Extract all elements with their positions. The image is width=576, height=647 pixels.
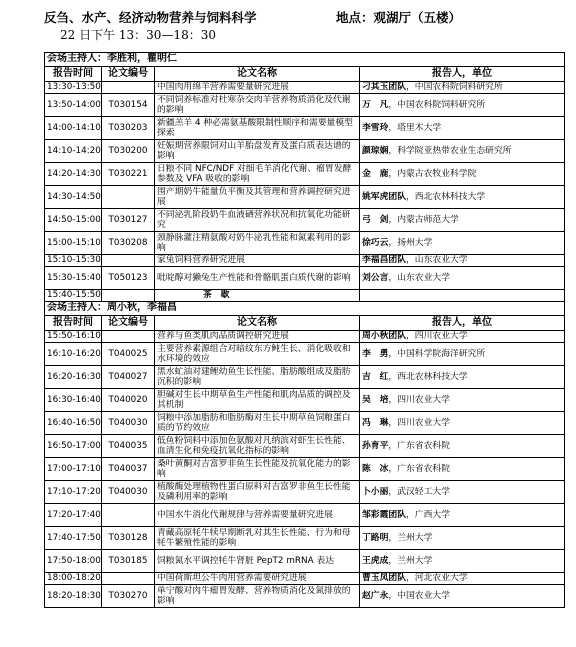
speaker-org: ，中国科学院海洋研究所 [388, 348, 486, 359]
schedule-row [45, 435, 565, 458]
paper-title: 饲粮中添加脂肪和脂肪酶对生长中期草鱼饲粮蛋白质的节约效应 [155, 412, 360, 435]
speaker-cell [360, 163, 565, 186]
host-row [45, 53, 565, 67]
speaker-name: 陈 冰 [362, 463, 389, 474]
speaker-org: ，中国农科院饲料研究所 [388, 99, 486, 110]
speaker-org: ，武汉轻工大学 [388, 486, 450, 497]
speaker-cell [360, 117, 565, 140]
speaker-cell [360, 389, 565, 412]
paper-title: 中国荷斯坦公牛肉用营养需要研究进展 [155, 573, 360, 585]
paper-code: T040037 [102, 458, 155, 481]
schedule-row [45, 573, 565, 585]
speaker-cell [360, 290, 565, 302]
paper-title: 胆碱对生长中期草鱼生产性能和肌肉品质的调控及其机制 [155, 389, 360, 412]
speaker-org: ，中国农业大学 [388, 590, 450, 601]
paper-title: 妊娠期营养限饲对山羊胎盘发育及蛋白质表达谱的影响 [155, 140, 360, 163]
host-label: 会场主持人：周小秋，李福昌 [45, 302, 565, 316]
paper-title: 颈静脉灌注精氨酸对奶牛泌乳性能和氮素利用的影响 [155, 232, 360, 255]
report-time: 16:20-16:30 [45, 366, 102, 389]
column-header-row [45, 67, 565, 82]
speaker-org: ，山东农业大学 [406, 255, 468, 266]
host-row [45, 302, 565, 316]
speaker-org: ，山东农业大学 [388, 272, 450, 283]
report-time: 13:30-13:50 [45, 82, 102, 94]
speaker-name: 徐巧云 [362, 237, 389, 248]
speaker-cell [360, 209, 565, 232]
session-location: 地点：观湖厅（五楼） [336, 10, 462, 25]
speaker-cell [360, 94, 565, 117]
paper-code: T030270 [102, 585, 155, 608]
paper-title: 茶 歇 [155, 290, 360, 302]
speaker-cell [360, 527, 565, 550]
host-label: 会场主持人：李胜利，瞿明仁 [45, 53, 565, 67]
paper-code: T030200 [102, 140, 155, 163]
report-time: 14:30-14:50 [45, 186, 102, 209]
speaker-org: ，兰州大学 [388, 555, 433, 566]
speaker-name: 吴 培 [362, 394, 389, 405]
speaker-cell [360, 573, 565, 585]
report-time: 17:50-18:00 [45, 550, 102, 573]
schedule-row [45, 412, 565, 435]
paper-title: 不同饲养标准对杜寒杂交肉羊营养物质消化及代谢的影响 [155, 94, 360, 117]
paper-code: T030127 [102, 209, 155, 232]
schedule-row [45, 82, 565, 94]
speaker-org: ，广东省农科院 [388, 440, 450, 451]
paper-title: 植酸酶处理植物性蛋白原料对吉富罗非鱼生长性能及磷利用率的影响 [155, 481, 360, 504]
paper-code: T030128 [102, 527, 155, 550]
speaker-org: ，兰州大学 [388, 532, 433, 543]
report-time: 14:20-14:30 [45, 163, 102, 186]
schedule-row [45, 163, 565, 186]
report-time: 14:10-14:20 [45, 140, 102, 163]
report-time: 15:00-15:10 [45, 232, 102, 255]
schedule-row [45, 550, 565, 573]
report-time: 17:20-17:40 [45, 504, 102, 527]
report-time: 14:50-15:00 [45, 209, 102, 232]
speaker-name: 金 鹿 [362, 168, 389, 179]
schedule-row [45, 94, 565, 117]
paper-title: 主要营养素源组合对暗纹东方鲀生长、消化吸收和水环境的效应 [155, 343, 360, 366]
speaker-name: 曹玉凤团队 [362, 573, 406, 584]
paper-code: T040025 [102, 343, 155, 366]
report-time: 16:50-17:00 [45, 435, 102, 458]
speaker-name: 刁其玉团队 [362, 82, 406, 93]
speaker-name: 姚军虎团队 [362, 191, 406, 202]
speaker-org: ，扬州大学 [388, 237, 433, 248]
paper-code [102, 186, 155, 209]
speaker-org: ，广东省农科院 [388, 463, 450, 474]
paper-code [102, 255, 155, 267]
column-header: 报告时间 [45, 67, 102, 82]
schedule-row [45, 481, 565, 504]
report-time: 18:00-18:20 [45, 573, 102, 585]
paper-code: T030154 [102, 94, 155, 117]
speaker-name: 弓 剑 [362, 214, 389, 225]
schedule-row [45, 527, 565, 550]
paper-title: 不同泌乳阶段奶牛血液硒营养状况和抗氧化功能研究 [155, 209, 360, 232]
report-time: 17:10-17:20 [45, 481, 102, 504]
report-time: 15:40-15:50 [45, 290, 102, 302]
paper-title: 黑水虻油对建鲤幼鱼生长性能、脂肪酸组成及脂肪沉积的影响 [155, 366, 360, 389]
paper-code: T040030 [102, 412, 155, 435]
speaker-name: 刘公言 [362, 272, 389, 283]
paper-code: T050123 [102, 267, 155, 290]
column-header: 论文名称 [155, 316, 360, 331]
speaker-cell [360, 481, 565, 504]
report-time: 14:00-14:10 [45, 117, 102, 140]
paper-title: 桑叶黄酮对吉富罗非鱼生长性能及抗氧化能力的影响 [155, 458, 360, 481]
report-time: 18:20-18:30 [45, 585, 102, 608]
paper-code [102, 290, 155, 302]
report-time: 15:30-15:40 [45, 267, 102, 290]
paper-code: T040027 [102, 366, 155, 389]
schedule-row [45, 458, 565, 481]
report-time: 16:10-16:20 [45, 343, 102, 366]
paper-title: 中国肉用绵羊营养需要量研究进展 [155, 82, 360, 94]
paper-title: 新疆羔羊 4 种必需氨基酸限制性顺序和需要量模型探索 [155, 117, 360, 140]
speaker-org: ，四川农业大学 [406, 331, 468, 342]
paper-code [102, 82, 155, 94]
speaker-cell [360, 140, 565, 163]
column-header: 报告人，单位 [360, 67, 565, 82]
session-time: 22 日下午 13：30—18：30 [60, 28, 216, 42]
paper-code: T040035 [102, 435, 155, 458]
speaker-org: ，河北农业大学 [406, 573, 468, 584]
speaker-cell [360, 585, 565, 608]
schedule-row [45, 389, 565, 412]
paper-title: 青藏高原牦牛犊早期断乳对其生长性能、行为和母牦牛繁殖性能的影响 [155, 527, 360, 550]
speaker-org: ，中国农科院饲料研究所 [406, 82, 503, 93]
speaker-cell [360, 550, 565, 573]
schedule-row [45, 232, 565, 255]
speaker-name: 孙育平 [362, 440, 389, 451]
speaker-name: 卜小丽 [362, 486, 389, 497]
paper-code: T040020 [102, 389, 155, 412]
speaker-org: ，西北农林科技大学 [406, 191, 486, 202]
schedule-row [45, 209, 565, 232]
speaker-name: 邹彩霞团队 [362, 509, 406, 520]
report-time: 16:30-16:40 [45, 389, 102, 412]
report-time: 15:50-16:10 [45, 331, 102, 343]
paper-title: 低鱼粉饲料中添加色氨酸对凡纳滨对虾生长性能、血清生化和免疫抗氧化指标的影响 [155, 435, 360, 458]
schedule-table [44, 52, 565, 608]
column-header: 报告人，单位 [360, 316, 565, 331]
speaker-name: 吉 红 [362, 371, 389, 382]
schedule-row [45, 504, 565, 527]
speaker-name: 李 勇 [362, 348, 389, 359]
speaker-cell [360, 267, 565, 290]
report-time: 17:40-17:50 [45, 527, 102, 550]
speaker-cell [360, 435, 565, 458]
speaker-org: ，内蒙古农牧业科学院 [388, 168, 477, 179]
paper-title: 围产期奶牛能量负平衡及其管理和营养调控研究进展 [155, 186, 360, 209]
schedule-row [45, 140, 565, 163]
speaker-cell [360, 186, 565, 209]
speaker-cell [360, 343, 565, 366]
speaker-org: ，广西大学 [406, 509, 450, 520]
paper-code [102, 573, 155, 585]
speaker-cell [360, 255, 565, 267]
speaker-cell [360, 331, 565, 343]
speaker-name: 冯 琳 [362, 417, 389, 428]
paper-code: T030208 [102, 232, 155, 255]
speaker-org: ，塔里木大学 [388, 122, 442, 133]
speaker-cell [360, 412, 565, 435]
speaker-cell [360, 82, 565, 94]
schedule-row [45, 366, 565, 389]
paper-title: 家兔饲料营养研究进展 [155, 255, 360, 267]
schedule-body [45, 53, 565, 608]
speaker-org: ，四川农业大学 [388, 417, 450, 428]
schedule-row [45, 186, 565, 209]
schedule-row [45, 255, 565, 267]
report-time: 13:50-14:00 [45, 94, 102, 117]
paper-title: 日粮不同 NFC/NDF 对细毛羊消化代谢、瘤胃发酵参数及 VFA 吸收的影响 [155, 163, 360, 186]
speaker-name: 万 凡 [362, 99, 389, 110]
session-title: 反刍、水产、经济动物营养与饲料科学 [44, 10, 257, 25]
schedule-row [45, 267, 565, 290]
paper-code: T030185 [102, 550, 155, 573]
schedule-row [45, 331, 565, 343]
speaker-name: 李福昌团队 [362, 255, 406, 266]
schedule-row [45, 290, 565, 302]
report-time: 17:00-17:10 [45, 458, 102, 481]
paper-title: 吡啶醇对獭兔生产性能和骨骼肌蛋白质代谢的影响 [155, 267, 360, 290]
column-header: 论文名称 [155, 67, 360, 82]
column-header: 论文编号 [102, 316, 155, 331]
report-time: 15:10-15:30 [45, 255, 102, 267]
speaker-cell [360, 366, 565, 389]
speaker-org: ，四川农业大学 [388, 394, 450, 405]
paper-title: 单宁酸对肉牛瘤胃发酵、营养物质消化及氮排放的影响 [155, 585, 360, 608]
speaker-cell [360, 232, 565, 255]
speaker-org: ，西北农林科技大学 [388, 371, 468, 382]
report-time: 16:40-16:50 [45, 412, 102, 435]
paper-code [102, 331, 155, 343]
speaker-name: 王虎成 [362, 555, 389, 566]
paper-code: T040030 [102, 481, 155, 504]
speaker-name: 丁路明 [362, 532, 389, 543]
paper-title: 中国水牛消化代谢规律与营养需要量研究进展 [155, 504, 360, 527]
paper-code [102, 504, 155, 527]
speaker-name: 赵广永 [362, 590, 389, 601]
speaker-name: 周小秋团队 [362, 331, 406, 342]
schedule-row [45, 585, 565, 608]
schedule-row [45, 343, 565, 366]
speaker-org: ，科学院亚热带农业生态研究所 [388, 145, 512, 156]
paper-code: T030203 [102, 117, 155, 140]
column-header: 论文编号 [102, 67, 155, 82]
speaker-name: 李雪玲 [362, 122, 389, 133]
speaker-cell [360, 504, 565, 527]
paper-title: 饲粮氮水平调控牦牛肾脏 PepT2 mRNA 表达 [155, 550, 360, 573]
paper-code: T030221 [102, 163, 155, 186]
column-header: 报告时间 [45, 316, 102, 331]
schedule-row [45, 117, 565, 140]
paper-title: 营养与鱼类肌肉品质调控研究进展 [155, 331, 360, 343]
speaker-org: ，内蒙古师范大学 [388, 214, 459, 225]
column-header-row [45, 316, 565, 331]
speaker-cell [360, 458, 565, 481]
speaker-name: 颜琼娴 [362, 145, 389, 156]
